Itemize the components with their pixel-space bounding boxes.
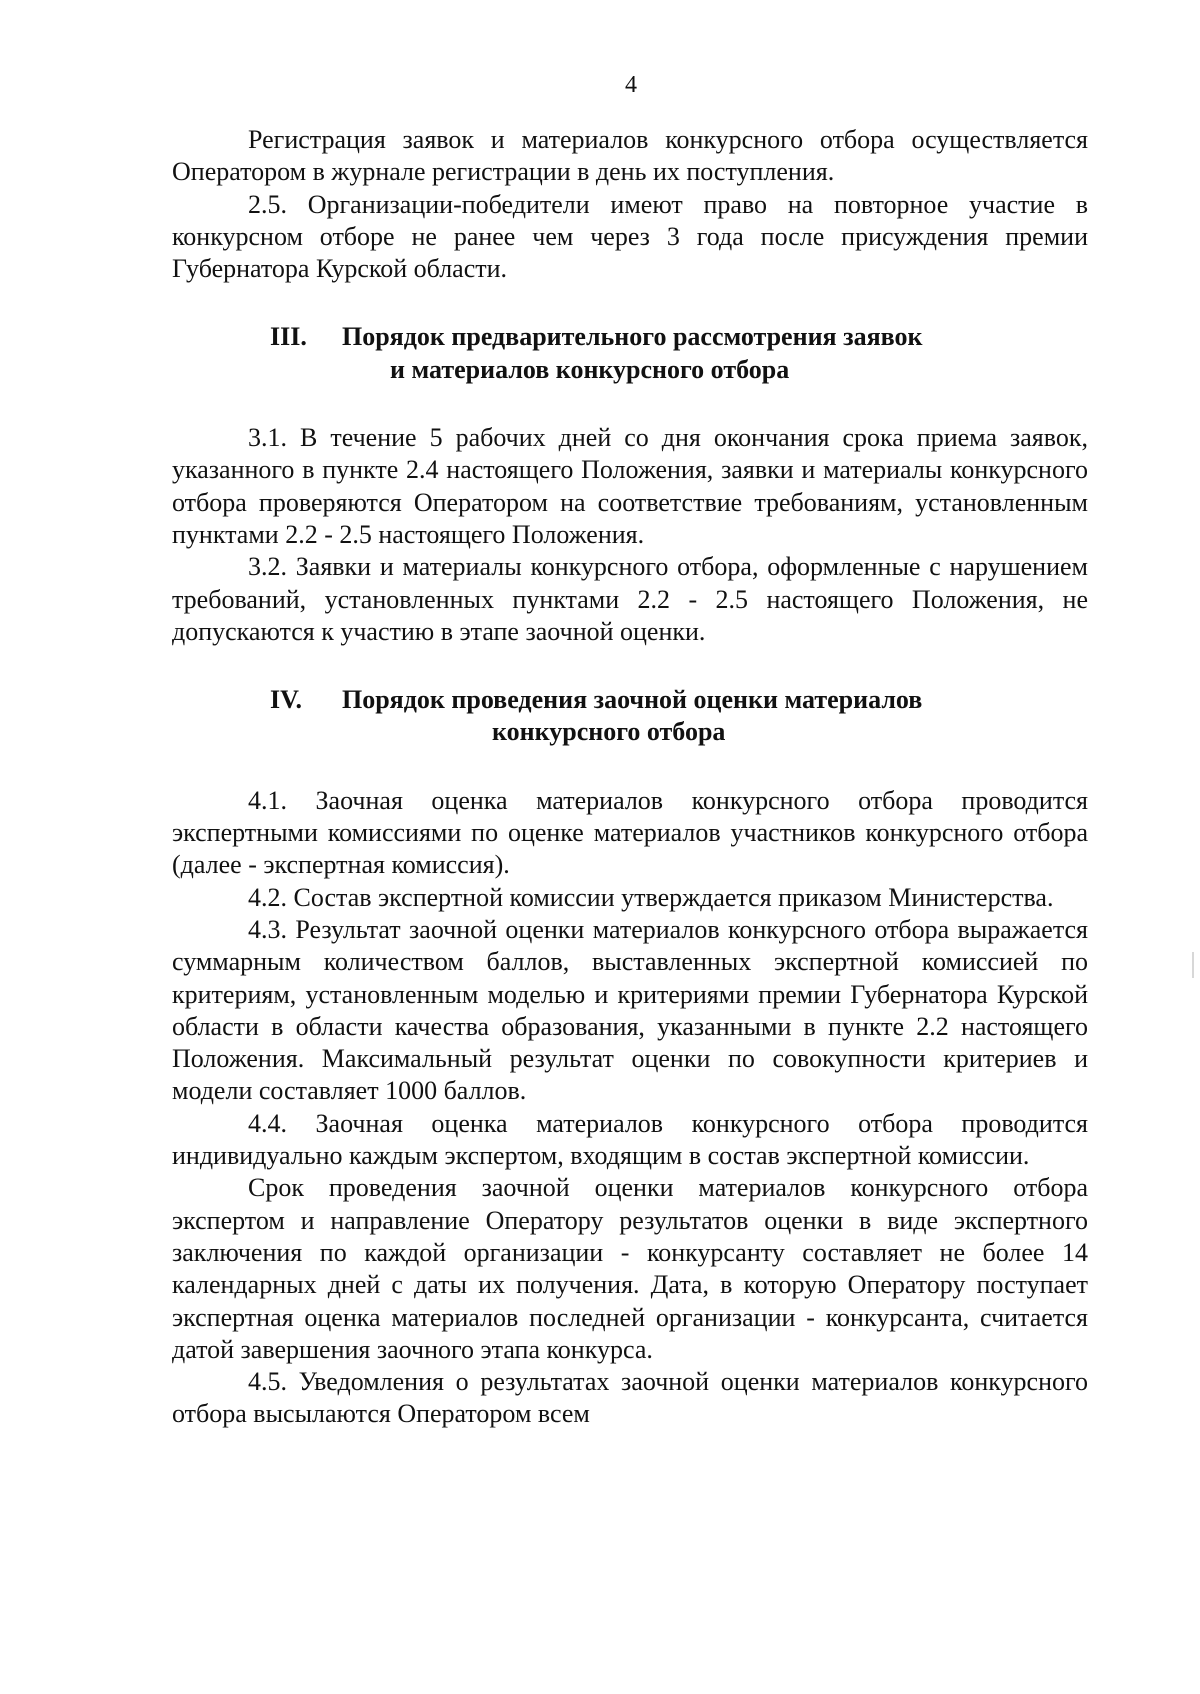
section-title-line-2: конкурсного отбора: [492, 717, 726, 747]
paragraph-2-5: 2.5. Организации-победители имеют право на повторное участие в конкурсном отборе не ранее чем через 3 года после присуждения премии Губернатора Курской области.: [172, 189, 1088, 284]
paragraph-review-term: Срок проведения заочной оценки материалов конкурсного отбора экспертом и направление Оператору результатов оценки в виде экспертного заключения по каждой организации - конкурсанту составляет не более 14 календарных дней с даты их получения. Дата, в которую Оператору поступает экспертная оценка материалов последней организации - конкурсанта, считается датой завершения заочного этапа конкурса.: [172, 1173, 1088, 1364]
paragraph-4-5: 4.5. Уведомления о результатах заочной оценки материалов конкурсного отбора высылаются Оператором всем: [172, 1367, 1088, 1429]
section-title-line-1: Порядок проведения заочной оценки материалов: [342, 685, 923, 715]
scan-margin-mark: [1192, 952, 1194, 978]
paragraph-3-1: 3.1. В течение 5 рабочих дней со дня окончания срока приема заявок, указанного в пункте 2.4 настоящего Положения, заявки и материалы конкурсного отбора проверяются Оператором на соответствие требованиям, установленным пунктами 2.2 - 2.5 настоящего Положения.: [172, 423, 1088, 549]
document-body: [172, 124, 1088, 1431]
page-number: 4: [625, 72, 637, 98]
paragraph-4-3: 4.3. Результат заочной оценки материалов конкурсного отбора выражается суммарным количеством баллов, выставленных экспертной комиссией по критериям, установленным моделью и критериями премии Губернатора Курской области в области качества образования, указанными в пункте 2.2 настоящего Положения. Максимальный результат оценки по совокупности критериев и модели составляет 1000 баллов.: [172, 914, 1088, 1106]
section-number: III.: [270, 322, 307, 352]
section-title-line-1: Порядок предварительного рассмотрения заявок: [342, 322, 923, 352]
paragraph-4-1: 4.1. Заочная оценка материалов конкурсного отбора проводится экспертными комиссиями по оценке материалов участников конкурсного отбора (далее - экспертная комиссия).: [172, 785, 1088, 880]
section-number: IV.: [270, 685, 303, 715]
section-heading-4: [172, 684, 1088, 749]
paragraph-registration: Регистрация заявок и материалов конкурсного отбора осуществляется Оператором в журнале регистрации в день их поступления.: [172, 125, 1088, 187]
paragraph-4-2: 4.2. Состав экспертной комиссии утверждается приказом Министерства.: [248, 882, 1054, 912]
section-title-line-2: и материалов конкурсного отбора: [390, 354, 790, 384]
section-heading-3: [172, 321, 1088, 386]
paragraph-3-2: 3.2. Заявки и материалы конкурсного отбора, оформленные с нарушением требований, установленных пунктами 2.2 - 2.5 настоящего Положения, не допускаются к участию в этапе заочной оценки.: [172, 552, 1088, 646]
paragraph-4-4: 4.4. Заочная оценка материалов конкурсного отбора проводится индивидуально каждым экспертом, входящим в состав экспертной комиссии.: [172, 1108, 1088, 1171]
